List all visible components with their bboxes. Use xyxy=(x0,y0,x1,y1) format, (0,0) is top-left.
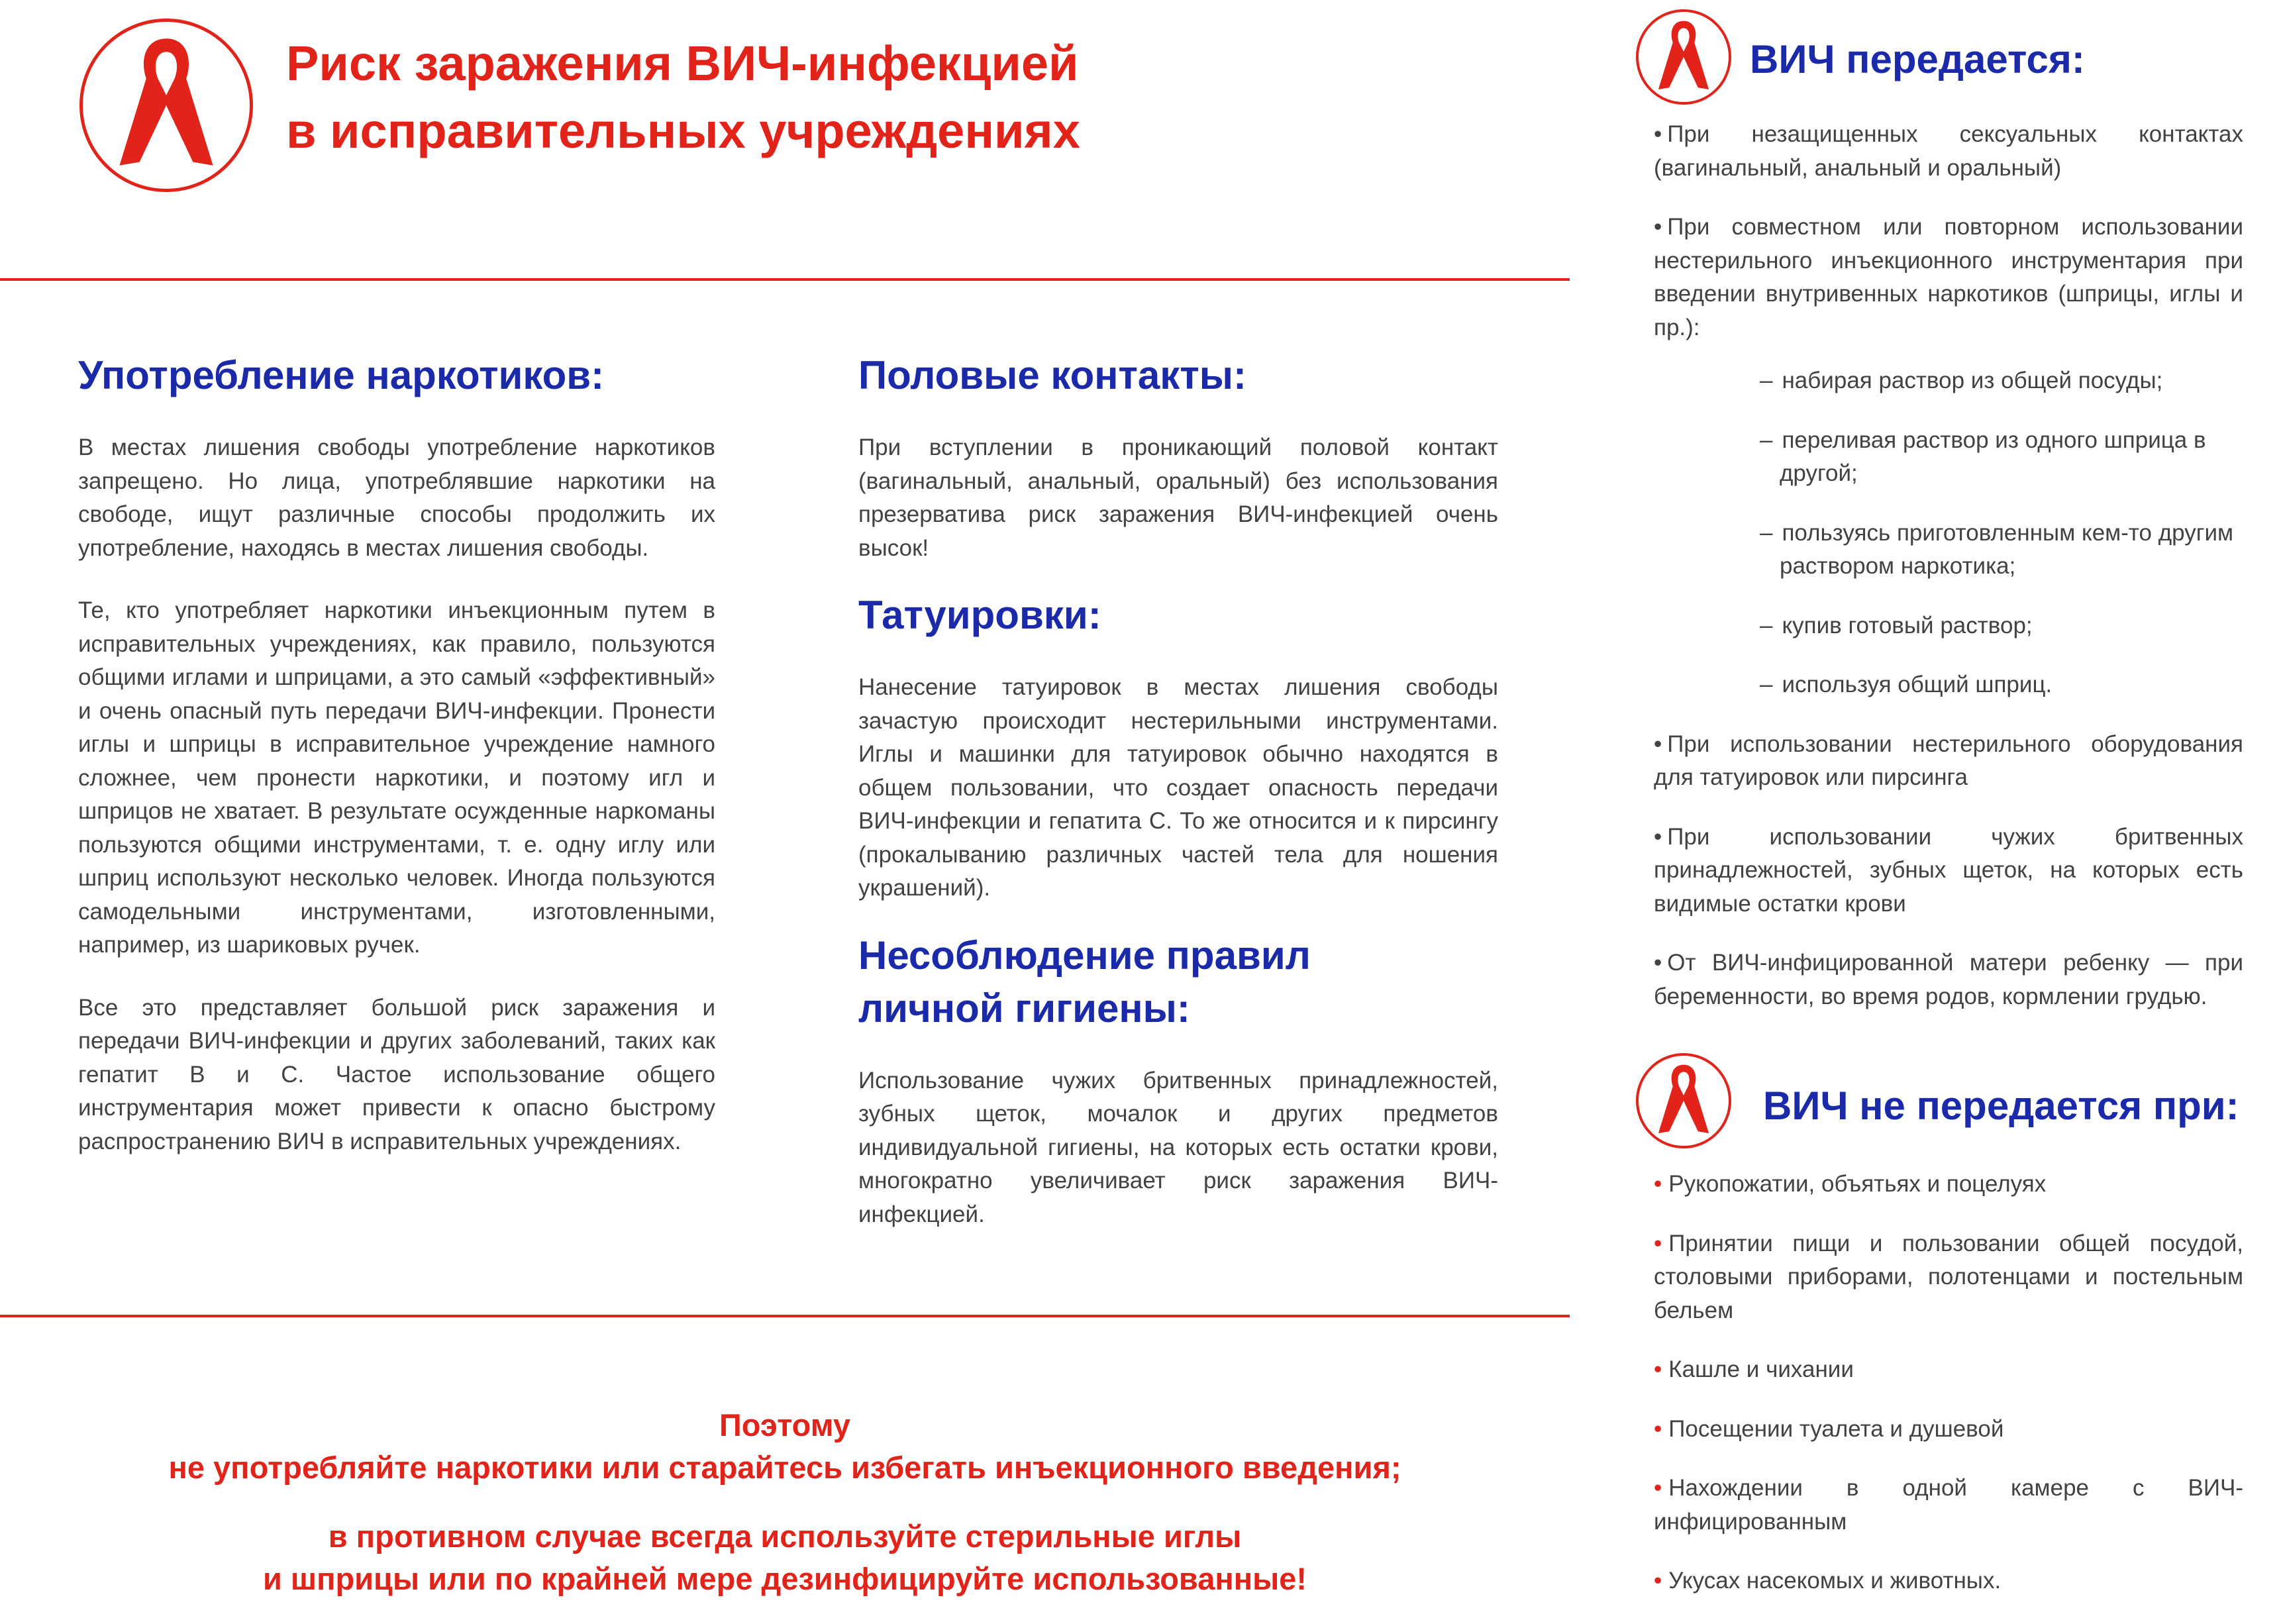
list-item xyxy=(1654,946,2243,1013)
list-item-text: Кашле и чихании xyxy=(1668,1356,1854,1382)
transmitted-ribbon-logo xyxy=(1636,9,1731,105)
sub-list-item-text: используя общий шприц. xyxy=(1782,672,2053,697)
transmitted-list xyxy=(1654,118,2243,344)
list-item xyxy=(1654,118,2243,185)
list-item-text: Рукопожатии, объятьях и поцелуях xyxy=(1668,1171,2047,1197)
list-item xyxy=(1654,211,2243,344)
list-item xyxy=(1654,1413,2243,1446)
list-item xyxy=(1654,821,2243,921)
list-item-text: От ВИЧ-инфицированной матери ребенку — при беременности, во время родов, кормлении грудью. xyxy=(1654,950,2243,1009)
list-item-text: Посещении туалета и душевой xyxy=(1668,1415,2004,1442)
title-line-2: в исправительных учреждениях xyxy=(286,103,1080,158)
red-ribbon-icon xyxy=(1639,12,1729,102)
list-item xyxy=(1654,728,2243,795)
sub-list-item xyxy=(1760,424,2243,491)
footer-warning xyxy=(0,1404,1570,1600)
hygiene-heading xyxy=(858,929,1498,1035)
bullet: • xyxy=(1654,121,1662,147)
not-transmitted-ribbon-logo xyxy=(1636,1053,1731,1148)
footer-line-2: не употребляйте наркотики или старайтесь избегать инъекционного введения; xyxy=(168,1450,1401,1485)
title-line-1: Риск заражения ВИЧ-инфекцией xyxy=(286,36,1079,91)
transmitted-sub-list xyxy=(1760,364,2243,702)
drugs-heading: Употребление наркотиков: xyxy=(78,353,605,397)
bullet: • xyxy=(1654,1415,1662,1442)
dash: – xyxy=(1760,368,1773,393)
list-item-text: Принятии пищи и пользовании общей посудой, столовыми приборами, полотенцами и постельным бельем xyxy=(1654,1230,2243,1323)
drugs-paragraph-3: Все это представляет большой риск заражения и передачи ВИЧ-инфекции и других заболеваний, таких как гепатит В и С. Частое использование общего инструментария может привести к опасно быстрому распространению ВИЧ в исправительных учреждениях. xyxy=(78,994,715,1154)
sex-heading: Половые контакты: xyxy=(858,353,1246,397)
hygiene-heading-line-1: Несоблюдение правил xyxy=(858,933,1311,978)
bullet: • xyxy=(1654,214,1662,240)
list-item-text: Нахождении в одной камере с ВИЧ-инфицированным xyxy=(1654,1475,2243,1535)
bullet: • xyxy=(1654,950,1662,976)
sub-list-item xyxy=(1760,668,2243,702)
bullet: • xyxy=(1654,823,1662,850)
list-item-text: При использовании нестерильного оборудования для татуировок или пирсинга xyxy=(1654,731,2243,790)
list-item xyxy=(1654,1472,2243,1539)
list-item xyxy=(1654,1168,2243,1201)
dash: – xyxy=(1760,672,1773,697)
drugs-paragraph-2: Те, кто употребляет наркотики инъекционным путем в исправительных учреждениях, как правило, пользуются общими иглами и шприцами, а это самый «эффективный» и очень опасный путь передачи ВИЧ-инфекции. Пронести иглы и шприцы в исправительное учреждение намного сложнее, чем пронести наркотики, и поэтому игл и шприцов не хватает. В результате осужденные наркоманы пользуются общими инструментами, т. е. одну иглу или шприц используют несколько человек. Иногда пользуются самодельными инструментами, изготовленными, например, из шариковых ручек. xyxy=(78,597,715,958)
list-item-text: При использовании чужих бритвенных принадлежностей, зубных щеток, на которых есть видимые остатки крови xyxy=(1654,823,2243,917)
list-item-text: При совместном или повторном использовании нестерильного инъекционного инструментария при введении внутривенных наркотиков (шприцы, иглы и пр.): xyxy=(1654,214,2243,340)
list-item-text: Укусах насекомых и животных. xyxy=(1668,1568,2002,1594)
sub-list-item xyxy=(1760,517,2243,584)
dash: – xyxy=(1760,519,1773,546)
hygiene-heading-line-2: личной гигиены: xyxy=(858,986,1190,1031)
tattoo-heading: Татуировки: xyxy=(858,593,1101,637)
bullet: • xyxy=(1654,731,1662,757)
header-ribbon-logo xyxy=(79,19,253,192)
sub-list-item-text: пользуясь приготовленным кем-то другим раствором наркотика; xyxy=(1780,519,2234,579)
bullet: • xyxy=(1654,1568,1662,1594)
hygiene-paragraph: Использование чужих бритвенных принадлежностей, зубных щеток, мочалок и других предметов индивидуальной гигиены, на которых есть остатки крови, многократно увеличивает риск заражения ВИЧ-инфекцией. xyxy=(858,1067,1498,1227)
list-item xyxy=(1654,1353,2243,1387)
list-item xyxy=(1654,1227,2243,1328)
sub-list-item xyxy=(1760,364,2243,398)
bullet: • xyxy=(1654,1171,1662,1197)
bullet: • xyxy=(1654,1230,1662,1256)
sub-list-item xyxy=(1760,609,2243,643)
footer-line-3: в противном случае всегда используйте стерильные иглы xyxy=(328,1519,1242,1554)
red-ribbon-icon xyxy=(1639,1056,1729,1146)
footer-line-1: Поэтому xyxy=(719,1407,850,1443)
transmitted-list-continued xyxy=(1654,728,2243,1014)
sub-list-item-text: набирая раствор из общей посуды; xyxy=(1782,368,2163,393)
bottom-divider xyxy=(0,1315,1570,1317)
footer-line-4: и шприцы или по крайней мере дезинфицируйте использованные! xyxy=(262,1561,1307,1596)
list-item-text: При незащищенных сексуальных контактах (вагинальный, анальный и оральный) xyxy=(1654,121,2243,181)
bullet: • xyxy=(1654,1356,1662,1382)
sub-list-item-text: купив готовый раствор; xyxy=(1782,612,2033,638)
list-item xyxy=(1654,1564,2243,1598)
page-title xyxy=(286,30,1147,165)
not-transmitted-list xyxy=(1654,1168,2243,1598)
drugs-paragraph-1: В местах лишения свободы употребление наркотиков запрещено. Но лица, употреблявшие наркотики на свободе, ищут различные способы продолжить их употребление, находясь в местах лишения свободы. xyxy=(78,434,715,561)
tattoo-paragraph: Нанесение татуировок в местах лишения свободы зачастую происходит нестерильными инструментами. Иглы и машинки для татуировок обычно находятся в общем пользовании, что создает опасность передачи ВИЧ-инфекции и гепатита С. То же относится и к пирсингу (прокалыванию различных частей тела для ношения украшений). xyxy=(858,674,1498,901)
middle-column xyxy=(858,349,1498,1260)
bullet: • xyxy=(1654,1475,1662,1501)
drugs-section xyxy=(78,349,715,1188)
sub-list-item-text: переливая раствор из одного шприца в другой; xyxy=(1780,427,2206,486)
transmitted-list-container xyxy=(1654,118,2243,1039)
transmitted-heading: ВИЧ передается: xyxy=(1750,37,2085,81)
top-divider xyxy=(0,278,1570,281)
not-transmitted-heading: ВИЧ не передается при: xyxy=(1763,1084,2239,1128)
dash: – xyxy=(1760,612,1773,638)
sex-paragraph: При вступлении в проникающий половой контакт (вагинальный, анальный, оральный) без использования презерватива риск заражения ВИЧ-инфекцией очень высок! xyxy=(858,434,1498,561)
red-ribbon-icon xyxy=(83,22,250,189)
dash: – xyxy=(1760,427,1773,453)
not-transmitted-list-container xyxy=(1654,1168,2243,1624)
